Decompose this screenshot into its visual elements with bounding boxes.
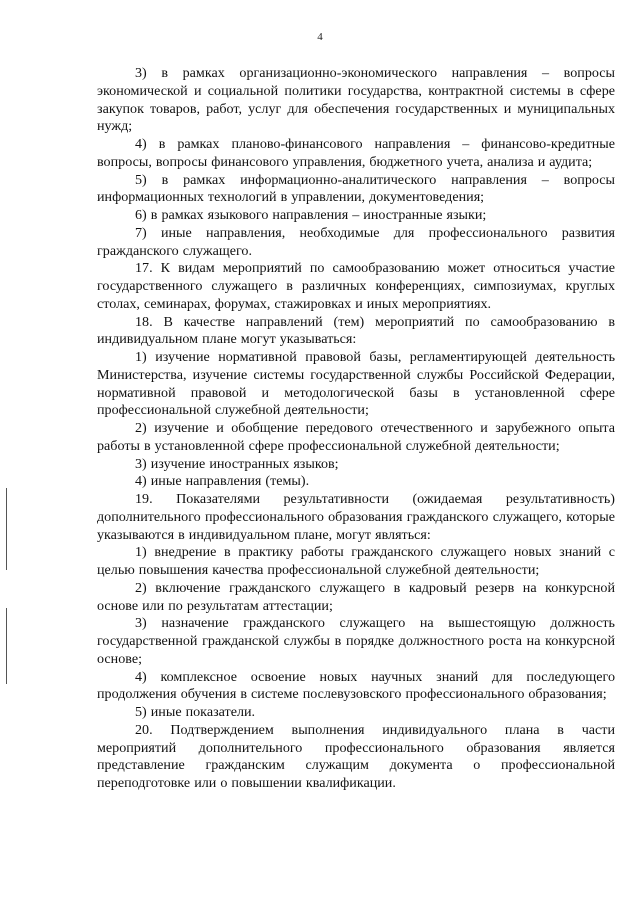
paragraph-item-3: 3) изучение иностранных языков; — [135, 455, 339, 472]
paragraph-item-6: 6) в рамках языкового направления – иностранные языки; — [135, 207, 487, 223]
scan-margin-mark — [6, 488, 7, 570]
paragraph-clause-17: 17. К видам мероприятий по самообразованию может относиться участие государственного служащего в различных конференциях, симпозиумах, круглых столах, семинарах, форумах, стажировках и иных мероприятиях. — [97, 260, 615, 312]
paragraph-item-3: 3) в рамках организационно-экономического направления – вопросы экономической и социальной политики государства, контрактной системы в сфере закупок товаров, работ, услуг для обеспечения государственных и муниципальных нужд; — [97, 65, 615, 135]
paragraph-item-7: 7) иные направления, необходимые для профессионального развития гражданского служащего. — [97, 224, 615, 259]
scan-margin-mark — [6, 608, 7, 684]
paragraph-item-1: 1) изучение нормативной правовой базы, регламентирующей деятельность Министерства, изучение системы государственной службы Российской Федерации, нормативной правовой и методологической базы в установленной сфере профессиональной служебной деятельности; — [97, 349, 615, 419]
paragraph-clause-20: 20. Подтверждением выполнения индивидуального плана в части мероприятий дополнительного профессионального образования является представление гражданским служащим документа о профессиональной переподготовке или о повышении квалификации. — [97, 721, 615, 791]
paragraph-item-4: 4) комплексное освоение новых научных знаний для последующего продолжения обучения в системе послевузовского профессионального образования; — [97, 668, 615, 703]
paragraph-clause-18: 18. В качестве направлений (тем) мероприятий по самообразованию в индивидуальном плане могут указываться: — [97, 313, 615, 348]
document-body — [97, 65, 615, 793]
paragraph-item-2: 2) изучение и обобщение передового отечественного и зарубежного опыта работы в установленной сфере профессиональной служебной деятельности; — [97, 420, 615, 454]
paragraph-item-4: 4) иные направления (темы). — [135, 473, 310, 490]
paragraph-item-2: 2) включение гражданского служащего в кадровый резерв на конкурсной основе или по результатам аттестации; — [97, 579, 615, 614]
paragraph-item-3: 3) назначение гражданского служащего на вышестоящую должность государственной гражданской службы в порядке должностного роста на конкурсной основе; — [97, 615, 615, 667]
page-number: 4 — [317, 31, 323, 43]
paragraph-clause-19: 19. Показателями результативности (ожидаемая результативность) дополнительного профессионального образования гражданского служащего, которые указываются в индивидуальном плане, могут являться: — [97, 491, 615, 543]
paragraph-item-4: 4) в рамках планово-финансового направления – финансово-кредитные вопросы, вопросы финансового управления, бюджетного учета, анализа и аудита; — [97, 136, 615, 170]
paragraph-item-1: 1) внедрение в практику работы гражданского служащего новых знаний с целью повышения качества профессиональной служебной деятельности; — [97, 544, 615, 578]
paragraph-item-5: 5) в рамках информационно-аналитического направления – вопросы информационных технологий в управлении, документоведения; — [97, 171, 615, 206]
paragraph-item-5: 5) иные показатели. — [135, 704, 256, 720]
